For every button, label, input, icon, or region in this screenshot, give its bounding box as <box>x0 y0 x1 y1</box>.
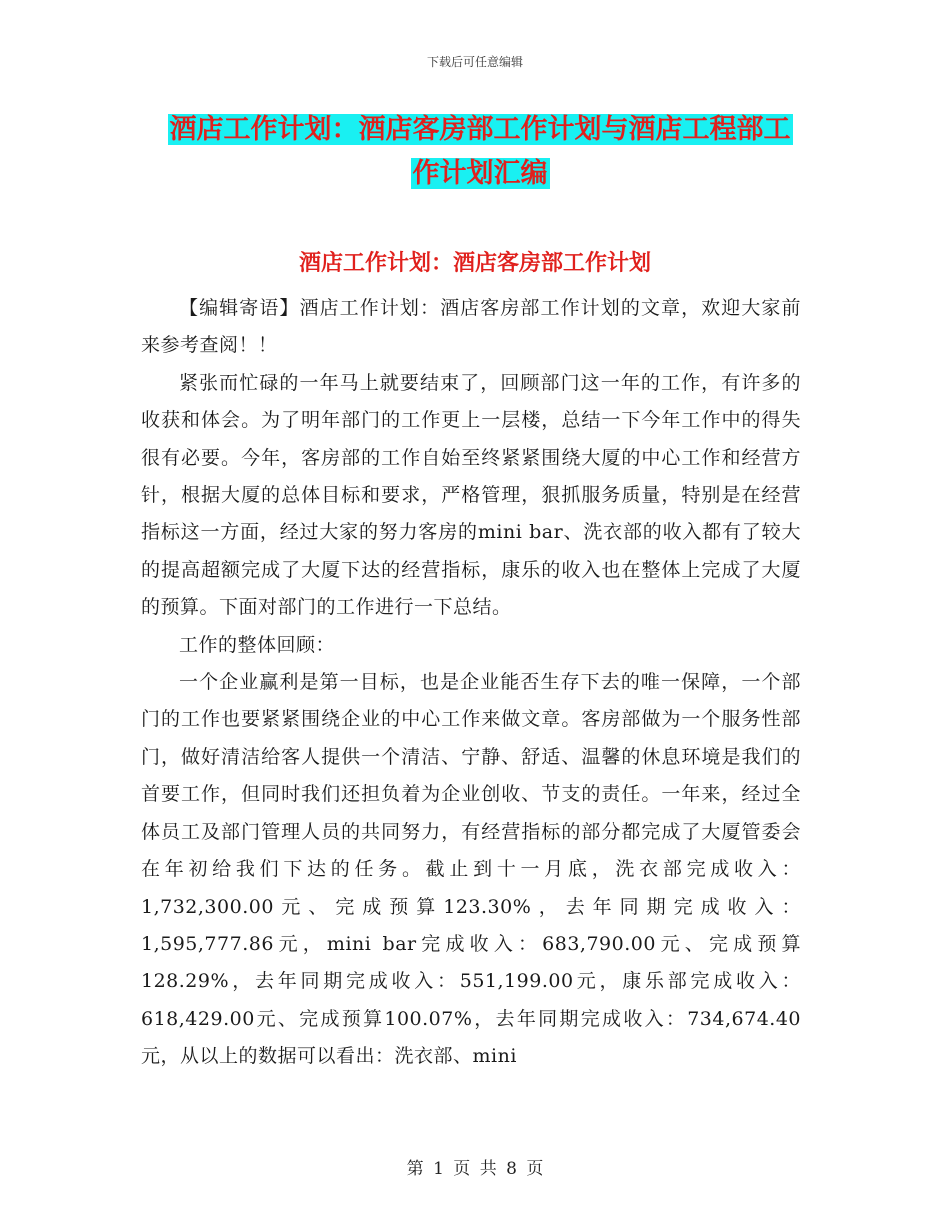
page-number: 第 1 页 共 8 页 <box>406 1159 544 1179</box>
document-title-line-2: 作计划汇编 <box>412 158 548 189</box>
section-title: 酒店工作计划：酒店客房部工作计划 <box>298 250 651 276</box>
header-note: 下载后可任意编辑 <box>426 55 523 69</box>
document-body <box>141 290 801 1076</box>
body-paragraph: 紧张而忙碌的一年马上就要结束了，回顾部门这一年的工作，有许多的收获和体会。为了明年部门的工作更上一层楼，总结一下今年工作中的得失很有必要。今年，客房部的工作自始至终紧紧围绕大厦的中心工作和经营方针，根据大厦的总体目标和要求，严格管理，狠抓服务质量，特别是在经营指标这一方面，经过大家的努力客房的mini bar、洗衣部的收入都有了较大的提高超额完成了大厦下达的经营指标，康乐的收入也在整体上完成了大厦的预算。下面对部门的工作进行一下总结。 <box>141 371 801 619</box>
document-title-line-1: 酒店工作计划：酒店客房部工作计划与酒店工程部工 <box>169 114 791 145</box>
section-heading-paragraph: 工作的整体回顾： <box>179 633 336 656</box>
document-title <box>150 108 810 196</box>
body-paragraph: 一个企业赢利是第一目标，也是企业能否生存下去的唯一保障，一个部门的工作也要紧紧围绕企业的中心工作来做文章。客房部做为一个服务性部门，做好清洁给客人提供一个清洁、宁静、舒适、温馨的休息环境是我们的首要工作，但同时我们还担负着为企业创收、节支的责任。一年来，经过全体员工及部门管理人员的共同努力，有经营指标的部分都完成了大厦管委会在年初给我们下达的任务。截止到十一月底，洗衣部完成收入：1,732,300.00元、完成预算123.30%，去年同期完成收入：1,595,777.86元，mini bar完成收入：683,790.00元、完成预算128.29%，去年同期完成收入：551,199.00元，康乐部完成收入：618,429.00元、完成预算100.07%，去年同期完成收入：734,674.40元，从以上的数据可以看出：洗衣部、mini <box>141 671 801 1068</box>
editor-note-paragraph: 【编辑寄语】酒店工作计划：酒店客房部工作计划的文章，欢迎大家前来参考查阅！！ <box>141 297 801 357</box>
